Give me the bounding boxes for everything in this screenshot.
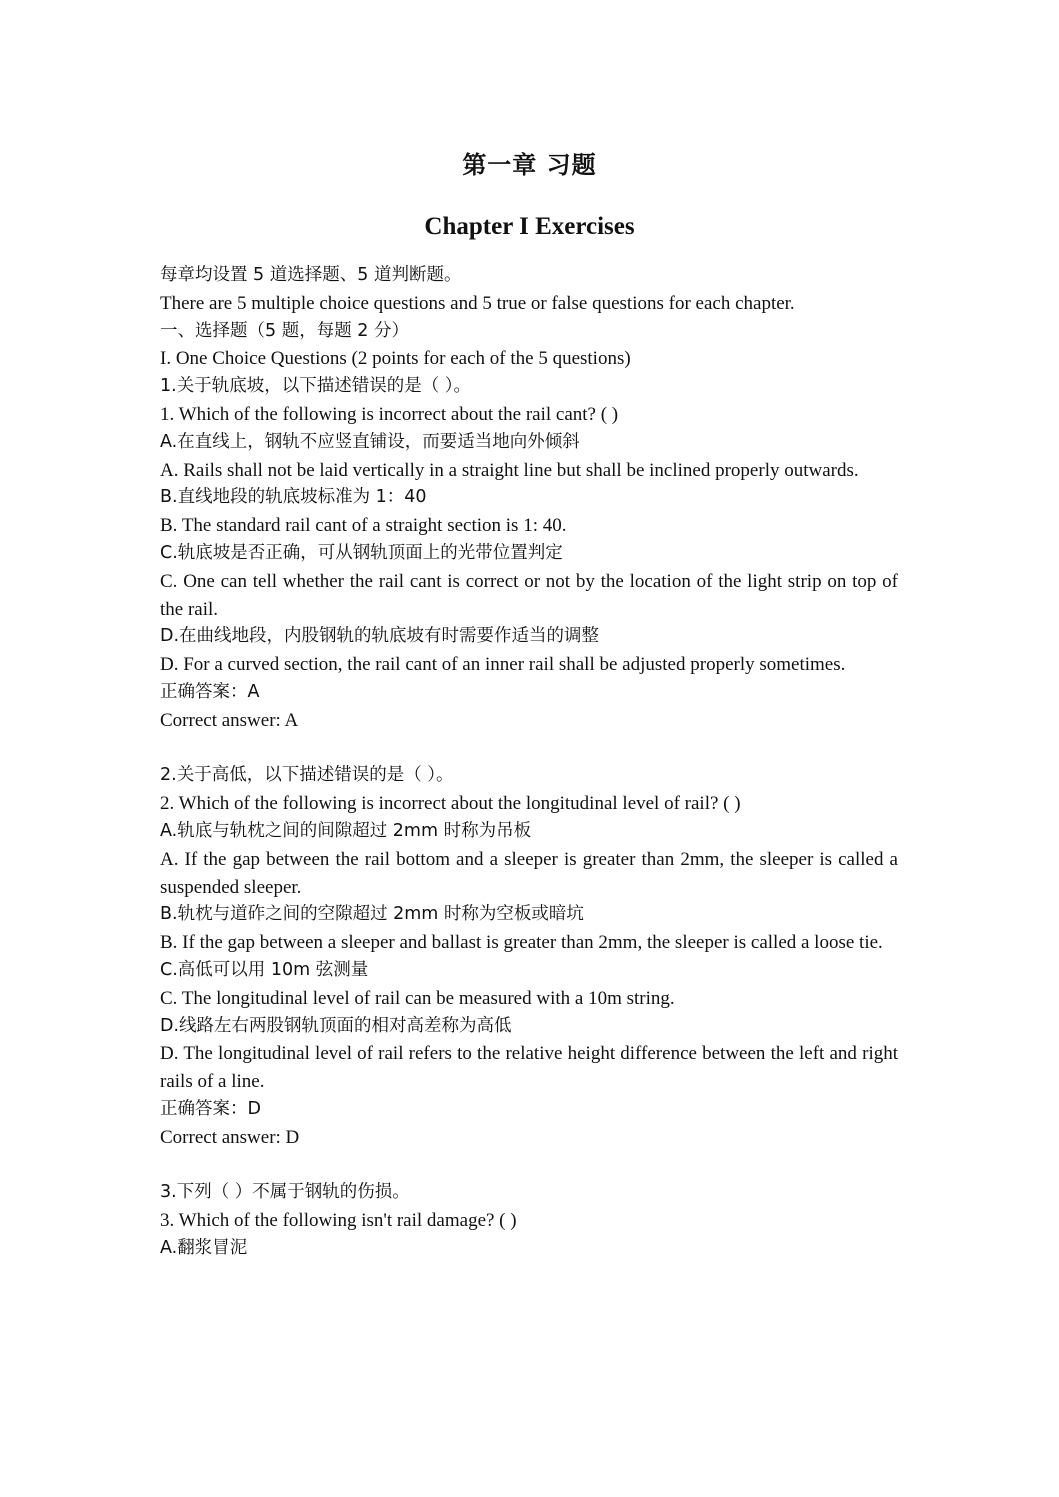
q2-option-a-chinese: A.轨底与轨枕之间的间隙超过 2mm 时称为吊板 (160, 820, 532, 841)
section-heading-chinese: 一、选择题（5 题，每题 2 分） (160, 320, 409, 341)
q2-question-chinese: 2.关于高低，以下描述错误的是（ ）。 (160, 765, 454, 786)
q2-question-english: 2. Which of the following is incorrect about the longitudinal level of rail? ( ) (160, 793, 741, 815)
q3-option-a-chinese: A.翻浆冒泥 (160, 1237, 248, 1258)
q1-option-c-english: C. One can tell whether the rail cant is correct or not by the location of the light strip on top of the rail. (160, 570, 898, 620)
blank-line (160, 1152, 898, 1180)
q2-option-c-english: C. The longitudinal level of rail can be measured with a 10m string. (160, 987, 675, 1009)
q3-question-chinese: 3.下列（ ）不属于钢轨的伤损。 (160, 1182, 410, 1203)
q2-option-d-english: D. The longitudinal level of rail refers to the relative height difference between the left and right rails of a line. (160, 1043, 898, 1093)
q1-answer-chinese: 正确答案：A (160, 681, 260, 702)
section-heading-english: I. One Choice Questions (2 points for each of the 5 questions) (160, 348, 631, 370)
q3-question-english: 3. Which of the following isn't rail damage? ( ) (160, 1210, 517, 1232)
intro-english: There are 5 multiple choice questions and 5 true or false questions for each chapter. (160, 292, 795, 314)
q1-question-chinese: 1.关于轨底坡，以下描述错误的是（ ）。 (160, 376, 472, 397)
q1-option-c-chinese: C.轨底坡是否正确，可从钢轨顶面上的光带位置判定 (160, 542, 563, 563)
intro-chinese: 每章均设置 5 道选择题、5 道判断题。 (160, 265, 462, 285)
chapter-title-chinese: 第一章 习题 (462, 151, 597, 179)
q2-answer-chinese: 正确答案：D (160, 1098, 261, 1119)
q2-option-a-english: A. If the gap between the rail bottom and a sleeper is greater than 2mm, the sleeper is called a suspended sleeper. (160, 848, 898, 898)
q1-option-b-english: B. The standard rail cant of a straight section is 1: 40. (160, 515, 567, 537)
q2-option-b-english: B. If the gap between a sleeper and ballast is greater than 2mm, the sleeper is called a loose tie. (160, 932, 883, 954)
q2-answer-english: Correct answer: D (160, 1126, 300, 1148)
q2-option-b-chinese: B.轨枕与道砟之间的空隙超过 2mm 时称为空板或暗坑 (160, 904, 584, 925)
q1-option-b-chinese: B.直线地段的轨底坡标准为 1：40 (160, 487, 427, 508)
q2-option-c-chinese: C.高低可以用 10m 弦测量 (160, 959, 369, 980)
chapter-title-english: Chapter I Exercises (424, 213, 635, 240)
q1-option-a-english: A. Rails shall not be laid vertically in a straight line but shall be inclined properly outwards. (160, 459, 859, 481)
q1-option-d-english: D. For a curved section, the rail cant of an inner rail shall be adjusted properly sometimes. (160, 654, 846, 676)
q1-option-d-chinese: D.在曲线地段，内股钢轨的轨底坡有时需要作适当的调整 (160, 626, 600, 647)
q1-answer-english: Correct answer: A (160, 709, 299, 731)
blank-line (160, 735, 898, 763)
q1-question-english: 1. Which of the following is incorrect about the rail cant? ( ) (160, 403, 619, 425)
exercise-body (160, 262, 898, 1263)
q1-option-a-chinese: A.在直线上，钢轨不应竖直铺设，而要适当地向外倾斜 (160, 431, 580, 452)
q2-option-d-chinese: D.线路左右两股钢轨顶面的相对高差称为高低 (160, 1015, 512, 1036)
